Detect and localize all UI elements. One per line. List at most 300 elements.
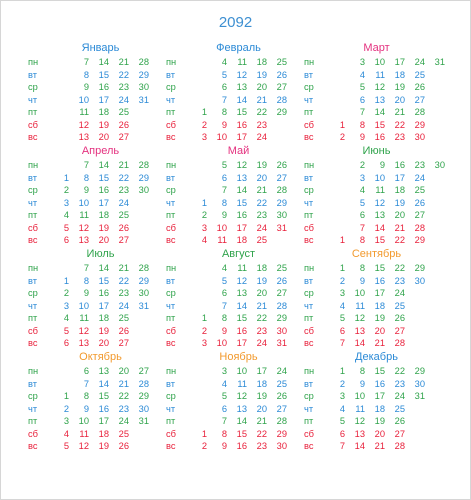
- day-cell[interactable]: 20: [256, 172, 267, 183]
- day-cell[interactable]: 24: [118, 94, 129, 105]
- day-cell[interactable]: 24: [256, 338, 267, 348]
- day-cell[interactable]: 3: [339, 288, 345, 298]
- day-cell[interactable]: 1: [63, 172, 69, 183]
- day-cell[interactable]: 17: [236, 132, 247, 142]
- day-cell[interactable]: 25: [394, 300, 405, 311]
- day-cell[interactable]: 10: [374, 57, 385, 67]
- day-cell[interactable]: 17: [98, 416, 109, 426]
- day-cell[interactable]: 5: [221, 275, 227, 286]
- day-cell[interactable]: 29: [414, 235, 425, 245]
- day-cell[interactable]: 9: [83, 403, 89, 414]
- day-cell[interactable]: 1: [201, 197, 207, 208]
- day-cell[interactable]: 21: [118, 378, 129, 389]
- day-cell[interactable]: 1: [339, 119, 345, 130]
- day-cell[interactable]: 14: [236, 94, 247, 105]
- day-cell[interactable]: 11: [375, 69, 385, 80]
- day-cell[interactable]: 9: [221, 119, 227, 130]
- day-cell[interactable]: 27: [394, 325, 405, 336]
- day-cell[interactable]: 6: [339, 325, 345, 336]
- day-cell[interactable]: 23: [118, 185, 129, 195]
- day-cell[interactable]: 14: [236, 185, 247, 195]
- day-cell[interactable]: 21: [374, 441, 385, 451]
- day-cell[interactable]: 5: [359, 82, 365, 92]
- day-cell[interactable]: 2: [339, 132, 345, 142]
- day-cell[interactable]: 15: [374, 366, 385, 376]
- day-cell[interactable]: 8: [221, 428, 227, 439]
- day-cell[interactable]: 15: [236, 428, 247, 439]
- day-cell[interactable]: 6: [359, 94, 365, 105]
- day-cell[interactable]: 18: [236, 235, 247, 245]
- day-cell[interactable]: 17: [394, 57, 405, 67]
- day-cell[interactable]: 6: [221, 403, 227, 414]
- day-cell[interactable]: 4: [221, 57, 227, 67]
- day-cell[interactable]: 22: [394, 235, 405, 245]
- day-cell[interactable]: 19: [256, 160, 267, 170]
- day-cell[interactable]: 24: [414, 57, 425, 67]
- day-cell[interactable]: 5: [339, 416, 345, 426]
- day-cell[interactable]: 10: [78, 197, 89, 208]
- day-cell[interactable]: 28: [414, 107, 425, 117]
- day-cell[interactable]: 22: [118, 391, 129, 401]
- day-cell[interactable]: 27: [118, 132, 129, 142]
- day-cell[interactable]: 22: [118, 275, 129, 286]
- day-cell[interactable]: 15: [374, 235, 385, 245]
- day-cell[interactable]: 8: [221, 107, 227, 117]
- day-cell[interactable]: 8: [359, 366, 365, 376]
- day-cell[interactable]: 3: [339, 391, 345, 401]
- day-cell[interactable]: 9: [83, 185, 89, 195]
- day-cell[interactable]: 5: [359, 197, 365, 208]
- day-cell[interactable]: 11: [237, 378, 247, 389]
- day-cell[interactable]: 7: [339, 441, 345, 451]
- day-cell[interactable]: 17: [374, 288, 385, 298]
- day-cell[interactable]: 26: [118, 441, 129, 451]
- day-cell[interactable]: 11: [355, 300, 365, 311]
- day-cell[interactable]: 16: [236, 210, 247, 220]
- day-cell[interactable]: 8: [359, 235, 365, 245]
- day-cell[interactable]: 14: [354, 441, 365, 451]
- day-cell[interactable]: 9: [379, 160, 385, 170]
- day-cell[interactable]: 27: [414, 210, 425, 220]
- day-cell[interactable]: 7: [221, 416, 227, 426]
- day-cell[interactable]: 31: [276, 222, 287, 233]
- day-cell[interactable]: 22: [394, 366, 405, 376]
- day-cell[interactable]: 16: [98, 185, 109, 195]
- day-cell[interactable]: 20: [256, 288, 267, 298]
- day-cell[interactable]: 5: [63, 222, 69, 233]
- day-cell[interactable]: 6: [63, 235, 69, 245]
- day-cell[interactable]: 20: [394, 210, 405, 220]
- day-cell[interactable]: 7: [359, 222, 365, 233]
- day-cell[interactable]: 29: [138, 69, 149, 80]
- day-cell[interactable]: 30: [276, 325, 287, 336]
- day-cell[interactable]: 13: [78, 338, 89, 348]
- day-cell[interactable]: 2: [339, 378, 345, 389]
- day-cell[interactable]: 19: [256, 391, 267, 401]
- day-cell[interactable]: 22: [256, 107, 267, 117]
- day-cell[interactable]: 2: [201, 119, 207, 130]
- day-cell[interactable]: 26: [118, 325, 129, 336]
- day-cell[interactable]: 19: [394, 82, 405, 92]
- day-cell[interactable]: 9: [221, 325, 227, 336]
- day-cell[interactable]: 6: [359, 210, 365, 220]
- day-cell[interactable]: 25: [256, 235, 267, 245]
- day-cell[interactable]: 21: [256, 416, 267, 426]
- day-cell[interactable]: 3: [359, 172, 365, 183]
- day-cell[interactable]: 13: [354, 325, 365, 336]
- day-cell[interactable]: 8: [83, 391, 89, 401]
- day-cell[interactable]: 12: [354, 313, 365, 323]
- day-cell[interactable]: 28: [276, 185, 287, 195]
- day-cell[interactable]: 16: [374, 132, 385, 142]
- day-cell[interactable]: 22: [394, 119, 405, 130]
- day-cell[interactable]: 9: [83, 82, 89, 92]
- day-cell[interactable]: 10: [216, 222, 227, 233]
- day-cell[interactable]: 29: [276, 197, 287, 208]
- day-cell[interactable]: 7: [339, 338, 345, 348]
- day-cell[interactable]: 25: [276, 57, 287, 67]
- day-cell[interactable]: 23: [118, 82, 129, 92]
- day-cell[interactable]: 1: [339, 235, 345, 245]
- day-cell[interactable]: 16: [394, 160, 405, 170]
- day-cell[interactable]: 17: [98, 300, 109, 311]
- day-cell[interactable]: 4: [339, 403, 345, 414]
- day-cell[interactable]: 12: [236, 391, 247, 401]
- day-cell[interactable]: 19: [98, 119, 109, 130]
- day-cell[interactable]: 25: [414, 69, 425, 80]
- day-cell[interactable]: 30: [138, 185, 149, 195]
- day-cell[interactable]: 6: [83, 366, 89, 376]
- day-cell[interactable]: 18: [256, 263, 267, 273]
- day-cell[interactable]: 25: [118, 107, 129, 117]
- day-cell[interactable]: 28: [276, 300, 287, 311]
- day-cell[interactable]: 14: [98, 263, 109, 273]
- day-cell[interactable]: 7: [83, 57, 89, 67]
- day-cell[interactable]: 19: [394, 197, 405, 208]
- day-cell[interactable]: 2: [359, 160, 365, 170]
- day-cell[interactable]: 10: [78, 416, 89, 426]
- day-cell[interactable]: 8: [83, 275, 89, 286]
- day-cell[interactable]: 6: [221, 288, 227, 298]
- day-cell[interactable]: 25: [394, 403, 405, 414]
- day-cell[interactable]: 25: [118, 428, 129, 439]
- day-cell[interactable]: 28: [276, 416, 287, 426]
- day-cell[interactable]: 14: [98, 57, 109, 67]
- day-cell[interactable]: 27: [118, 235, 129, 245]
- day-cell[interactable]: 18: [256, 378, 267, 389]
- day-cell[interactable]: 31: [276, 338, 287, 348]
- day-cell[interactable]: 25: [276, 263, 287, 273]
- day-cell[interactable]: 3: [201, 338, 207, 348]
- day-cell[interactable]: 21: [374, 338, 385, 348]
- day-cell[interactable]: 3: [201, 132, 207, 142]
- day-cell[interactable]: 18: [98, 313, 109, 323]
- day-cell[interactable]: 9: [221, 441, 227, 451]
- day-cell[interactable]: 14: [354, 338, 365, 348]
- day-cell[interactable]: 22: [394, 263, 405, 273]
- day-cell[interactable]: 13: [236, 403, 247, 414]
- day-cell[interactable]: 28: [138, 57, 149, 67]
- day-cell[interactable]: 1: [201, 313, 207, 323]
- day-cell[interactable]: 11: [237, 263, 247, 273]
- day-cell[interactable]: 3: [221, 366, 227, 376]
- day-cell[interactable]: 21: [256, 185, 267, 195]
- day-cell[interactable]: 6: [221, 172, 227, 183]
- day-cell[interactable]: 10: [78, 300, 89, 311]
- day-cell[interactable]: 7: [221, 300, 227, 311]
- day-cell[interactable]: 1: [63, 275, 69, 286]
- day-cell[interactable]: 1: [63, 391, 69, 401]
- day-cell[interactable]: 10: [354, 391, 365, 401]
- day-cell[interactable]: 17: [98, 94, 109, 105]
- day-cell[interactable]: 12: [78, 325, 89, 336]
- day-cell[interactable]: 23: [256, 325, 267, 336]
- day-cell[interactable]: 15: [98, 69, 109, 80]
- day-cell[interactable]: 26: [394, 416, 405, 426]
- day-cell[interactable]: 30: [414, 378, 425, 389]
- day-cell[interactable]: 13: [236, 172, 247, 183]
- day-cell[interactable]: 16: [374, 378, 385, 389]
- day-cell[interactable]: 14: [374, 107, 385, 117]
- day-cell[interactable]: 5: [221, 69, 227, 80]
- day-cell[interactable]: 22: [256, 197, 267, 208]
- day-cell[interactable]: 12: [374, 82, 385, 92]
- day-cell[interactable]: 18: [374, 300, 385, 311]
- day-cell[interactable]: 4: [339, 300, 345, 311]
- day-cell[interactable]: 16: [98, 82, 109, 92]
- day-cell[interactable]: 18: [394, 185, 405, 195]
- day-cell[interactable]: 15: [374, 119, 385, 130]
- day-cell[interactable]: 4: [359, 185, 365, 195]
- day-cell[interactable]: 30: [138, 403, 149, 414]
- day-cell[interactable]: 24: [256, 132, 267, 142]
- day-cell[interactable]: 14: [236, 300, 247, 311]
- day-cell[interactable]: 1: [201, 428, 207, 439]
- day-cell[interactable]: 17: [256, 366, 267, 376]
- day-cell[interactable]: 21: [394, 222, 405, 233]
- day-cell[interactable]: 24: [394, 391, 405, 401]
- day-cell[interactable]: 31: [138, 416, 149, 426]
- day-cell[interactable]: 18: [394, 69, 405, 80]
- day-cell[interactable]: 28: [276, 94, 287, 105]
- day-cell[interactable]: 29: [138, 275, 149, 286]
- day-cell[interactable]: 16: [236, 325, 247, 336]
- day-cell[interactable]: 15: [98, 275, 109, 286]
- day-cell[interactable]: 19: [256, 69, 267, 80]
- day-cell[interactable]: 2: [201, 441, 207, 451]
- day-cell[interactable]: 3: [63, 197, 69, 208]
- day-cell[interactable]: 31: [138, 300, 149, 311]
- day-cell[interactable]: 10: [78, 94, 89, 105]
- day-cell[interactable]: 16: [374, 275, 385, 286]
- day-cell[interactable]: 12: [236, 160, 247, 170]
- day-cell[interactable]: 3: [63, 416, 69, 426]
- day-cell[interactable]: 20: [256, 403, 267, 414]
- day-cell[interactable]: 9: [359, 132, 365, 142]
- day-cell[interactable]: 2: [63, 288, 69, 298]
- day-cell[interactable]: 8: [221, 313, 227, 323]
- day-cell[interactable]: 29: [414, 119, 425, 130]
- day-cell[interactable]: 4: [359, 69, 365, 80]
- day-cell[interactable]: 22: [256, 428, 267, 439]
- day-cell[interactable]: 13: [236, 288, 247, 298]
- day-cell[interactable]: 25: [414, 185, 425, 195]
- day-cell[interactable]: 21: [118, 57, 129, 67]
- day-cell[interactable]: 4: [63, 313, 69, 323]
- day-cell[interactable]: 4: [221, 263, 227, 273]
- day-cell[interactable]: 21: [118, 160, 129, 170]
- day-cell[interactable]: 15: [236, 107, 247, 117]
- day-cell[interactable]: 29: [138, 172, 149, 183]
- day-cell[interactable]: 27: [276, 288, 287, 298]
- day-cell[interactable]: 2: [63, 185, 69, 195]
- day-cell[interactable]: 27: [138, 366, 149, 376]
- day-cell[interactable]: 17: [374, 391, 385, 401]
- day-cell[interactable]: 23: [256, 441, 267, 451]
- day-cell[interactable]: 7: [221, 185, 227, 195]
- day-cell[interactable]: 8: [83, 172, 89, 183]
- day-cell[interactable]: 12: [374, 197, 385, 208]
- day-cell[interactable]: 26: [276, 69, 287, 80]
- day-cell[interactable]: 11: [79, 313, 89, 323]
- day-cell[interactable]: 11: [79, 428, 89, 439]
- day-cell[interactable]: 27: [276, 172, 287, 183]
- day-cell[interactable]: 11: [375, 185, 385, 195]
- day-cell[interactable]: 8: [359, 119, 365, 130]
- day-cell[interactable]: 13: [374, 94, 385, 105]
- day-cell[interactable]: 15: [98, 391, 109, 401]
- day-cell[interactable]: 2: [339, 275, 345, 286]
- day-cell[interactable]: 19: [98, 325, 109, 336]
- day-cell[interactable]: 26: [276, 275, 287, 286]
- day-cell[interactable]: 25: [118, 210, 129, 220]
- day-cell[interactable]: 24: [118, 416, 129, 426]
- day-cell[interactable]: 13: [374, 210, 385, 220]
- day-cell[interactable]: 26: [276, 391, 287, 401]
- day-cell[interactable]: 30: [414, 132, 425, 142]
- day-cell[interactable]: 18: [98, 107, 109, 117]
- day-cell[interactable]: 5: [339, 313, 345, 323]
- day-cell[interactable]: 3: [359, 57, 365, 67]
- day-cell[interactable]: 11: [79, 210, 89, 220]
- day-cell[interactable]: 1: [201, 107, 207, 117]
- day-cell[interactable]: 23: [394, 132, 405, 142]
- day-cell[interactable]: 30: [276, 210, 287, 220]
- day-cell[interactable]: 26: [414, 197, 425, 208]
- day-cell[interactable]: 29: [276, 428, 287, 439]
- day-cell[interactable]: 20: [98, 338, 109, 348]
- day-cell[interactable]: 21: [394, 107, 405, 117]
- day-cell[interactable]: 5: [221, 160, 227, 170]
- day-cell[interactable]: 13: [354, 428, 365, 439]
- day-cell[interactable]: 29: [276, 107, 287, 117]
- day-cell[interactable]: 6: [221, 82, 227, 92]
- day-cell[interactable]: 26: [394, 313, 405, 323]
- day-cell[interactable]: 5: [63, 441, 69, 451]
- day-cell[interactable]: 2: [201, 210, 207, 220]
- day-cell[interactable]: 23: [118, 288, 129, 298]
- day-cell[interactable]: 8: [83, 69, 89, 80]
- day-cell[interactable]: 31: [138, 94, 149, 105]
- day-cell[interactable]: 2: [63, 403, 69, 414]
- day-cell[interactable]: 21: [256, 94, 267, 105]
- day-cell[interactable]: 27: [118, 338, 129, 348]
- day-cell[interactable]: 18: [374, 403, 385, 414]
- day-cell[interactable]: 11: [355, 403, 365, 414]
- day-cell[interactable]: 27: [276, 82, 287, 92]
- day-cell[interactable]: 25: [276, 378, 287, 389]
- day-cell[interactable]: 28: [394, 338, 405, 348]
- day-cell[interactable]: 28: [138, 378, 149, 389]
- day-cell[interactable]: 1: [339, 366, 345, 376]
- day-cell[interactable]: 14: [98, 378, 109, 389]
- day-cell[interactable]: 23: [118, 403, 129, 414]
- day-cell[interactable]: 15: [98, 172, 109, 183]
- day-cell[interactable]: 16: [98, 288, 109, 298]
- day-cell[interactable]: 21: [256, 300, 267, 311]
- day-cell[interactable]: 24: [118, 197, 129, 208]
- day-cell[interactable]: 24: [394, 288, 405, 298]
- day-cell[interactable]: 26: [118, 222, 129, 233]
- day-cell[interactable]: 26: [414, 82, 425, 92]
- day-cell[interactable]: 6: [63, 338, 69, 348]
- day-cell[interactable]: 11: [79, 107, 89, 117]
- day-cell[interactable]: 12: [236, 275, 247, 286]
- day-cell[interactable]: 28: [138, 263, 149, 273]
- day-cell[interactable]: 17: [394, 172, 405, 183]
- day-cell[interactable]: 15: [236, 197, 247, 208]
- day-cell[interactable]: 4: [221, 378, 227, 389]
- day-cell[interactable]: 20: [98, 132, 109, 142]
- day-cell[interactable]: 9: [359, 275, 365, 286]
- day-cell[interactable]: 13: [236, 82, 247, 92]
- day-cell[interactable]: 27: [414, 94, 425, 105]
- day-cell[interactable]: 20: [256, 82, 267, 92]
- day-cell[interactable]: 26: [118, 119, 129, 130]
- day-cell[interactable]: 27: [394, 428, 405, 439]
- day-cell[interactable]: 13: [78, 132, 89, 142]
- day-cell[interactable]: 12: [78, 222, 89, 233]
- day-cell[interactable]: 28: [138, 160, 149, 170]
- day-cell[interactable]: 18: [256, 57, 267, 67]
- day-cell[interactable]: 4: [63, 428, 69, 439]
- day-cell[interactable]: 3: [201, 222, 207, 233]
- day-cell[interactable]: 7: [83, 263, 89, 273]
- day-cell[interactable]: 19: [256, 275, 267, 286]
- day-cell[interactable]: 9: [83, 288, 89, 298]
- day-cell[interactable]: 21: [118, 263, 129, 273]
- day-cell[interactable]: 18: [98, 428, 109, 439]
- day-cell[interactable]: 31: [414, 391, 425, 401]
- day-cell[interactable]: 9: [359, 378, 365, 389]
- day-cell[interactable]: 4: [201, 235, 207, 245]
- day-cell[interactable]: 3: [63, 300, 69, 311]
- day-cell[interactable]: 23: [414, 160, 425, 170]
- day-cell[interactable]: 11: [237, 57, 247, 67]
- day-cell[interactable]: 22: [118, 69, 129, 80]
- day-cell[interactable]: 2: [201, 325, 207, 336]
- day-cell[interactable]: 12: [78, 441, 89, 451]
- day-cell[interactable]: 20: [118, 366, 129, 376]
- day-cell[interactable]: 20: [394, 94, 405, 105]
- day-cell[interactable]: 23: [256, 210, 267, 220]
- day-cell[interactable]: 7: [83, 160, 89, 170]
- day-cell[interactable]: 10: [236, 366, 247, 376]
- day-cell[interactable]: 8: [221, 197, 227, 208]
- day-cell[interactable]: 9: [221, 210, 227, 220]
- day-cell[interactable]: 13: [78, 235, 89, 245]
- day-cell[interactable]: 16: [98, 403, 109, 414]
